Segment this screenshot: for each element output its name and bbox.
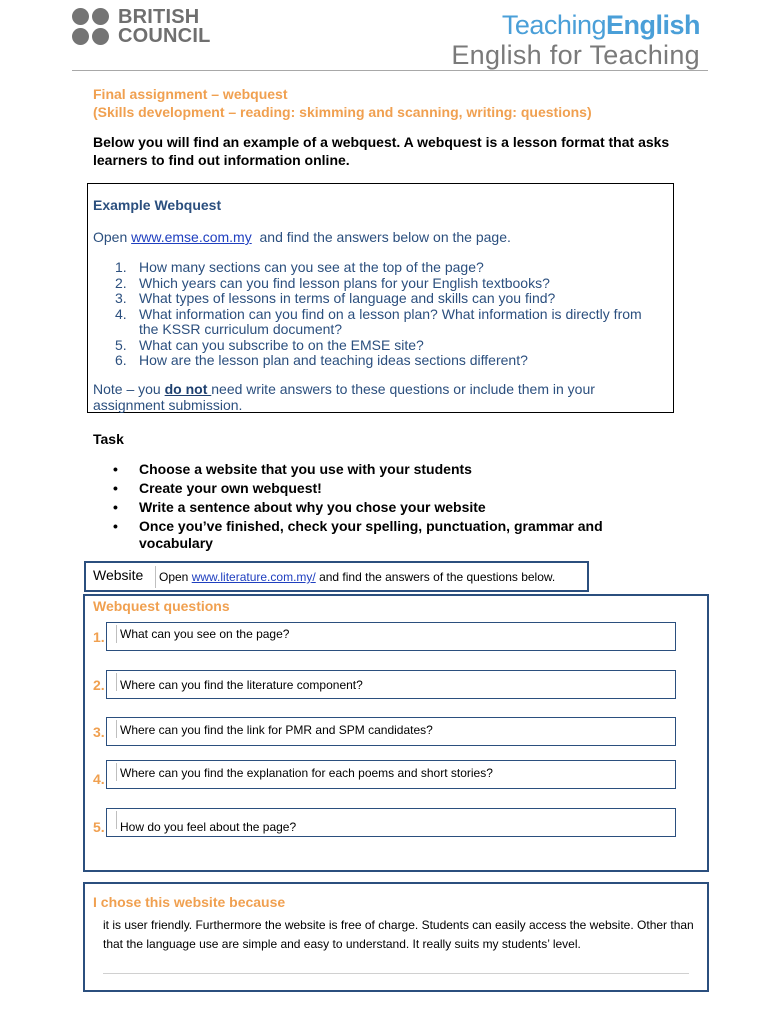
question-text: Where can you find the link for PMR and SPM candidates? xyxy=(120,723,433,737)
list-item: 5. What can you subscribe to on the EMSE site? xyxy=(115,336,424,353)
reason-divider xyxy=(103,973,689,974)
bullet-icon: • xyxy=(113,461,118,477)
question-text: How do you feel about the page? xyxy=(120,820,297,834)
british-council-wordmark: BRITISH COUNCIL xyxy=(118,6,211,47)
list-item: 2. Which years can you find lesson plans for your English textbooks? xyxy=(115,274,550,291)
list-item: • Write a sentence about why you chose your website xyxy=(113,499,486,515)
website-label: Website xyxy=(93,567,144,583)
task-heading: Task xyxy=(93,431,124,447)
british-council-logo xyxy=(72,8,222,48)
question-text: Where can you find the literature component? xyxy=(120,678,363,692)
example-instruction: Open www.emse.com.my and find the answers below on the page. xyxy=(93,229,511,245)
header-divider xyxy=(72,70,708,71)
cell-divider xyxy=(116,763,117,781)
example-note: Note – you do not need write answers to these questions or include them in your assignment submission. xyxy=(93,381,595,413)
cell-divider xyxy=(116,720,117,738)
teaching-english-brand xyxy=(451,10,700,70)
example-question-list xyxy=(93,260,663,369)
website-instruction: Open www.literature.com.my/ and find the answers of the questions below. xyxy=(159,570,556,584)
question-number: 2. xyxy=(93,677,105,693)
list-item: • Create your own webquest! xyxy=(113,480,322,496)
question-number: 5. xyxy=(93,819,105,835)
assignment-title: Final assignment – webquest xyxy=(93,86,288,102)
list-item: 4. What information can you find on a lesson plan? What information is directly from the KSSR curriculum document? xyxy=(115,305,642,337)
website-link[interactable]: www.literature.com.my/ xyxy=(191,570,316,584)
task-list xyxy=(93,461,653,554)
question-text: What can you see on the page? xyxy=(120,627,290,641)
question-number: 1. xyxy=(93,629,105,645)
list-item: 3. What types of lessons in terms of language and skills can you find? xyxy=(115,290,556,306)
list-item: • Choose a website that you use with your students xyxy=(113,461,472,477)
question-number: 4. xyxy=(93,771,105,787)
cell-divider xyxy=(155,566,156,588)
intro-paragraph: Below you will find an example of a webquest. A webquest is a lesson format that asks learners to find out information online. xyxy=(93,134,670,168)
bullet-icon: • xyxy=(113,518,118,534)
teaching-english-logo: TeachingEnglish xyxy=(501,10,700,40)
question-text: Where can you find the explanation for each poems and short stories? xyxy=(120,766,493,780)
brand-tagline: English for Teaching xyxy=(451,40,700,70)
example-link[interactable]: www.emse.com.my xyxy=(131,229,252,245)
webquest-questions-heading: Webquest questions xyxy=(93,598,230,614)
list-item: 1. How many sections can you see at the top of the page? xyxy=(115,259,484,275)
assignment-subtitle: (Skills development – reading: skimming and scanning, writing: questions) xyxy=(93,104,592,120)
cell-divider xyxy=(116,625,117,643)
cell-divider xyxy=(116,811,117,829)
reason-heading: I chose this website because xyxy=(93,894,286,910)
bullet-icon: • xyxy=(113,499,118,515)
list-item: 6. How are the lesson plan and teaching ideas sections different? xyxy=(115,352,528,368)
list-item: • Once you’ve finished, check your spelling, punctuation, grammar and vocabulary xyxy=(113,518,603,551)
cell-divider xyxy=(116,673,117,691)
reason-text: it is user friendly. Furthermore the website is free of charge. Students can easily access the website. Other than that the language use are simple and easy to understand. It really suits my students’ level. xyxy=(103,918,694,951)
example-heading: Example Webquest xyxy=(93,197,222,213)
bullet-icon: • xyxy=(113,480,118,496)
question-number: 3. xyxy=(93,724,105,740)
british-council-dots-icon xyxy=(72,8,112,48)
